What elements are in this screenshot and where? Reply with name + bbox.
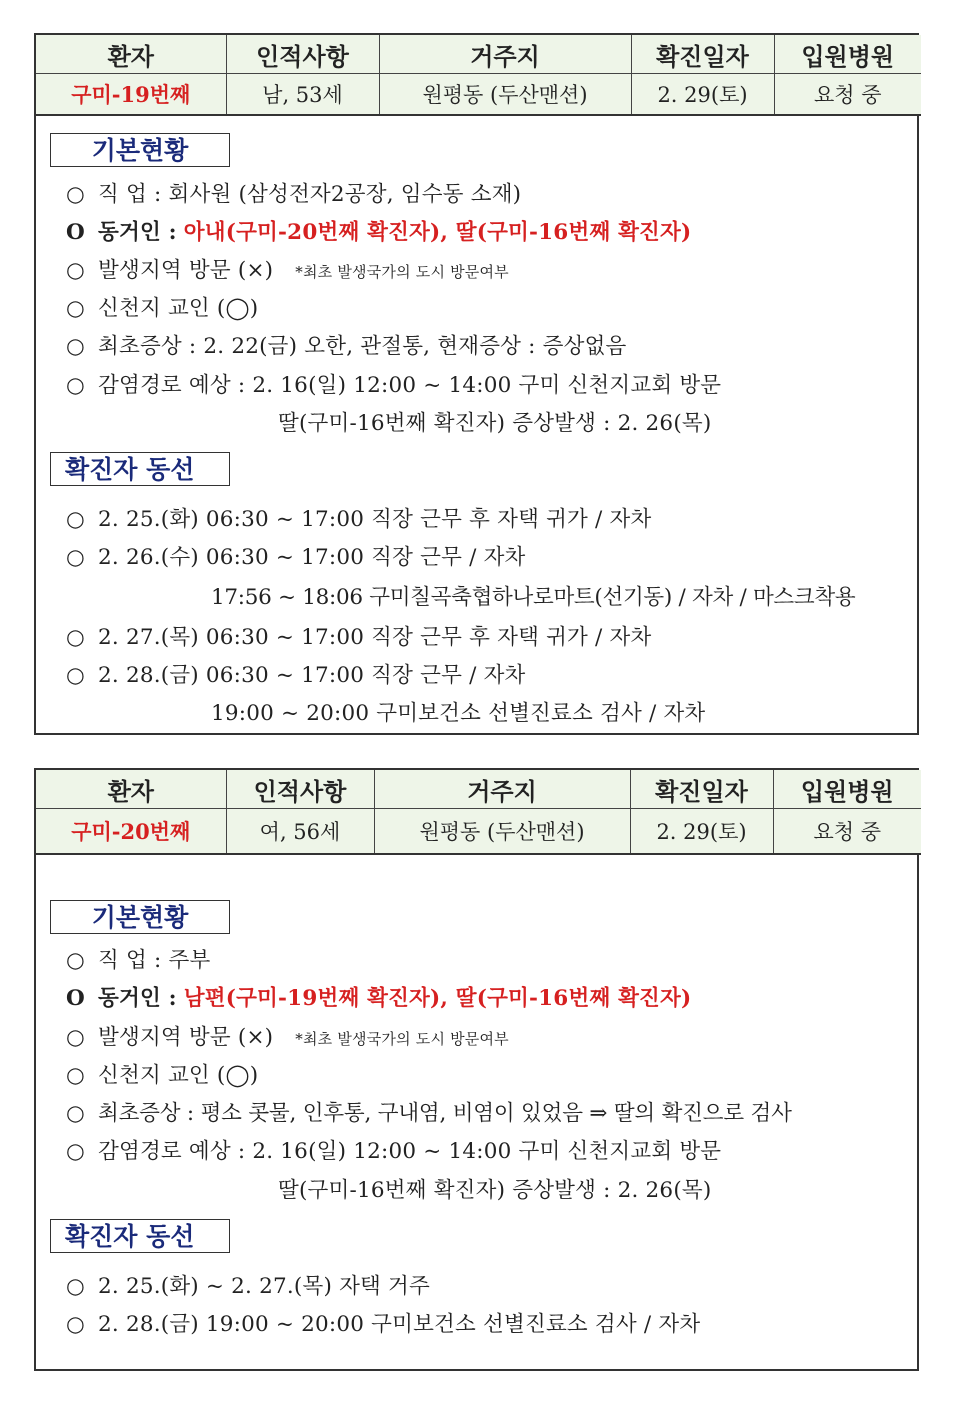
patient-info: 남, 53세: [226, 74, 379, 116]
symptom-line: ○ 최초증상 : 평소 콧물, 인후통, 구내염, 비염이 있었음 ⇒ 딸의 확진으로 검사: [66, 1101, 792, 1126]
col-patient: 환자: [36, 770, 226, 809]
col-confirmed: 확진일자: [631, 35, 774, 74]
patient-confirmed: 2. 29(토): [631, 74, 774, 116]
patient-hospital: 요청 중: [773, 809, 921, 855]
patient-residence: 원평동 (두산맨션): [374, 809, 630, 855]
route-item: 19:00 ~ 20:00 구미보건소 선별진료소 검사 / 자차: [211, 701, 706, 726]
route-item: ○ 2. 25.(화) ~ 2. 27.(목) 자택 거주: [66, 1274, 430, 1299]
route-item: ○ 2. 28.(금) 06:30 ~ 17:00 직장 근무 / 자차: [66, 663, 526, 688]
patient-hospital: 요청 중: [774, 74, 921, 116]
job-line: ○ 직 업 : 주부: [66, 948, 211, 973]
section-route: 확진자 동선: [50, 452, 230, 486]
patient-id: 구미-20번째: [36, 809, 226, 855]
col-residence: 거주지: [374, 770, 630, 809]
cohabitant-line: O 동거인 : 남편(구미-19번째 확진자), 딸(구미-16번째 확진자): [66, 986, 692, 1011]
job-line: ○ 직 업 : 회사원 (삼성전자2공장, 임수동 소재): [66, 182, 522, 207]
col-info: 인적사항: [226, 770, 374, 809]
section-basic: 기본현황: [50, 900, 230, 934]
col-patient: 환자: [36, 35, 226, 74]
route-item: ○ 2. 25.(화) 06:30 ~ 17:00 직장 근무 후 자택 귀가 / 자차: [66, 507, 652, 532]
shincheonji-line: ○ 신천지 교인 (◯): [66, 1063, 259, 1088]
route-item: ○ 2. 27.(목) 06:30 ~ 17:00 직장 근무 후 자택 귀가 / 자차: [66, 625, 652, 650]
patient-header-table: [36, 35, 921, 116]
section-route: 확진자 동선: [50, 1219, 230, 1253]
cohabitant-line: O 동거인 : 아내(구미-20번째 확진자), 딸(구미-16번째 확진자): [66, 220, 692, 245]
infection-line-2: 딸(구미-16번째 확진자) 증상발생 : 2. 26(목): [278, 1178, 712, 1203]
patient-card-19: [34, 33, 919, 735]
col-hospital: 입원병원: [773, 770, 921, 809]
infection-line: ○ 감염경로 예상 : 2. 16(일) 12:00 ~ 14:00 구미 신천지교회 방문: [66, 373, 722, 398]
route-item: ○ 2. 26.(수) 06:30 ~ 17:00 직장 근무 / 자차: [66, 545, 526, 570]
col-hospital: 입원병원: [774, 35, 921, 74]
visit-line: ○ 발생지역 방문 (×) *최초 발생국가의 도시 방문여부: [66, 258, 509, 283]
col-confirmed: 확진일자: [630, 770, 773, 809]
shincheonji-line: ○ 신천지 교인 (◯): [66, 296, 259, 321]
route-item: ○ 2. 28.(금) 19:00 ~ 20:00 구미보건소 선별진료소 검사 / 자차: [66, 1312, 701, 1337]
symptom-line: ○ 최초증상 : 2. 22(금) 오한, 관절통, 현재증상 : 증상없음: [66, 334, 627, 359]
patient-confirmed: 2. 29(토): [630, 809, 773, 855]
infection-line: ○ 감염경로 예상 : 2. 16(일) 12:00 ~ 14:00 구미 신천지교회 방문: [66, 1139, 722, 1164]
visit-line: ○ 발생지역 방문 (×) *최초 발생국가의 도시 방문여부: [66, 1025, 509, 1050]
col-residence: 거주지: [379, 35, 631, 74]
route-item: 17:56 ~ 18:06 구미칠곡축협하나로마트(선기동) / 자차 / 마스크착용: [211, 585, 856, 610]
patient-residence: 원평동 (두산맨션): [379, 74, 631, 116]
infection-line-2: 딸(구미-16번째 확진자) 증상발생 : 2. 26(목): [278, 411, 712, 436]
patient-header-table: [36, 770, 921, 855]
patient-id: 구미-19번째: [36, 74, 226, 116]
section-basic: 기본현황: [50, 133, 230, 167]
patient-info: 여, 56세: [226, 809, 374, 855]
col-info: 인적사항: [226, 35, 379, 74]
patient-card-20: [34, 768, 919, 1371]
